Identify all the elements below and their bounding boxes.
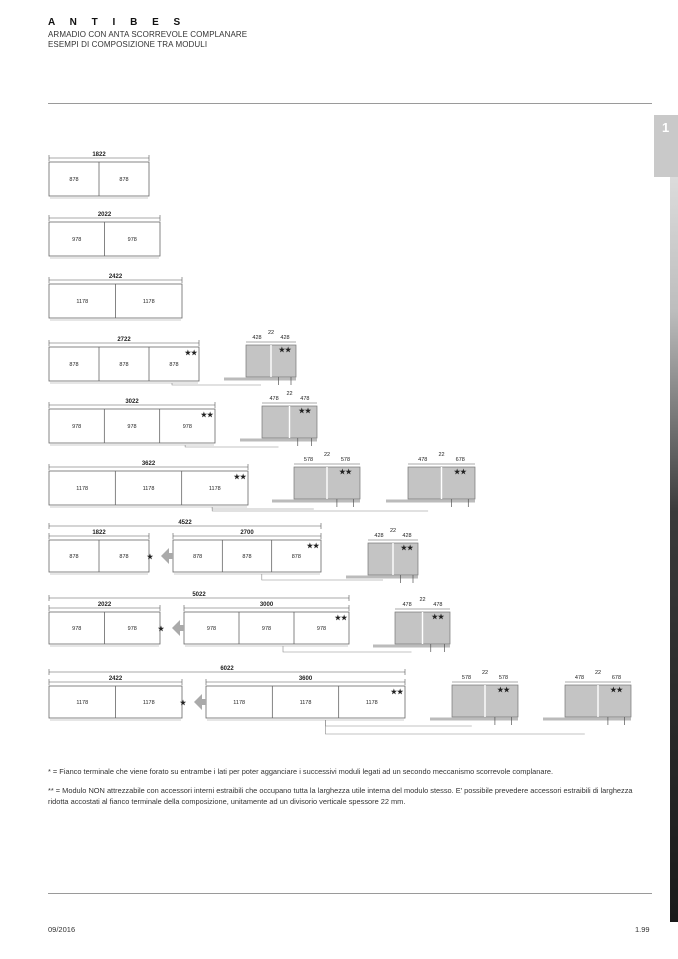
connector-line: [325, 720, 471, 726]
composition-right-3000-module-label: 978: [316, 626, 327, 632]
composition-3022-module-label: 978: [182, 424, 192, 430]
side-module-3622-dim-right: 578: [340, 457, 351, 463]
note-single-star: * = Fianco terminale che viene forato su entrambe i lati per poter agganciare i successivi moduli legati ad un secondo meccanismo scorrevole complanare.: [48, 767, 554, 776]
section-tab-number: 1: [662, 120, 670, 135]
side-module-3022-dim-mid: 22: [286, 391, 293, 397]
composition-left-1822-module-label: 878: [119, 554, 129, 560]
composition-right-3000-module-label: 978: [261, 626, 272, 632]
side-module-6022-dim-mid: 22: [481, 670, 489, 676]
double-star-marker: ★★: [334, 615, 348, 622]
side-module-2722-dim-left: 428: [252, 335, 262, 341]
footer-date: 09/2016: [48, 925, 76, 934]
side-module-6022-dim-left: 578: [461, 675, 472, 681]
side-module-2722-marker: ★★: [278, 347, 292, 354]
side-module-4522-dim-right: 428: [402, 533, 412, 539]
right-dimension-2700-label: 2700: [240, 530, 254, 536]
composition-right-2700-module-label: 878: [242, 554, 252, 560]
left-dimension-2022-label: 2022: [97, 602, 112, 608]
side-module-b-3622-marker: ★★: [453, 469, 467, 476]
note-double-star: ** = Modulo NON attrezzabile con accessori interni estraibili che occupano tutta la larghezza utile interna del modulo stesso. E' possibile prevedere accessori estraibili di larghezza ridotta accostati al fianco terminale della composizione, unitamente ad un divisorio verticale spessore 22 mm.: [48, 786, 633, 806]
composition-3022-module-label: 978: [72, 424, 82, 430]
total-dimension-1822-label: 1822: [92, 152, 106, 158]
composition-2022-module-label: 978: [127, 237, 137, 243]
composition-right-3600-module-label: 1178: [233, 700, 246, 706]
single-star-marker: ★: [179, 700, 187, 707]
composition-right-2700-module-label: 878: [291, 554, 301, 560]
side-module-5022-marker: ★★: [431, 614, 445, 621]
composition-right-2700-module-label: 878: [193, 554, 203, 560]
composition-right-3600-module-label: 1178: [299, 700, 312, 706]
side-module-5022-dim-right: 478: [433, 602, 443, 608]
side-module-6022-marker: ★★: [497, 687, 510, 694]
double-star-marker: ★★: [233, 474, 247, 481]
composition-3622-module-label: 1178: [142, 486, 155, 492]
direction-arrow-icon: [172, 620, 184, 636]
side-module-3022-dim-right: 478: [300, 396, 310, 402]
composition-3622-module-label: 1178: [76, 486, 89, 492]
composition-1822-module-label: 878: [69, 177, 79, 183]
total-dimension-4522-label: 4522: [178, 520, 192, 526]
composition-right-3600-module-label: 1178: [365, 700, 378, 706]
total-dimension-2722-label: 2722: [117, 337, 131, 343]
side-module-b-6022-dim-right: 678: [611, 675, 622, 681]
footer-divider: [48, 893, 652, 894]
composition-3022-module-label: 978: [127, 424, 137, 430]
composition-right-3000-module-label: 978: [206, 626, 217, 632]
total-dimension-3622-label: 3622: [141, 461, 156, 467]
side-module-5022-dim-mid: 22: [419, 597, 426, 603]
composition-2422-module-label: 1178: [76, 299, 89, 305]
composition-2422-module-label: 1178: [142, 299, 155, 305]
composition-2722-module-label: 878: [69, 362, 79, 368]
single-star-marker: ★: [146, 554, 154, 561]
side-module-6022-dim-right: 578: [498, 675, 509, 681]
total-dimension-3022-label: 3022: [125, 399, 139, 405]
side-module-3022-dim-left: 478: [269, 396, 279, 402]
double-star-marker: ★★: [184, 350, 198, 357]
subtitle-line-1: ARMADIO CON ANTA SCORREVOLE COMPLANARE: [48, 30, 248, 39]
double-star-marker: ★★: [306, 543, 320, 550]
composition-2022-module-label: 978: [72, 237, 82, 243]
footer-page-number: 1.99: [635, 925, 650, 934]
side-module-4522-dim-mid: 22: [389, 528, 397, 534]
side-module-4522-marker: ★★: [400, 545, 414, 552]
single-star-marker: ★: [157, 626, 165, 633]
composition-left-2022-module-label: 978: [72, 626, 82, 632]
direction-arrow-icon: [161, 548, 173, 564]
composition-left-1822-module-label: 878: [69, 554, 79, 560]
composition-1822-module-label: 878: [119, 177, 129, 183]
subtitle-line-2: ESEMPI DI COMPOSIZIONE TRA MODULI: [48, 40, 208, 49]
side-module-b-6022-dim-left: 478: [574, 675, 585, 681]
right-dimension-3000-label: 3000: [259, 602, 274, 608]
side-module-3022-marker: ★★: [298, 408, 312, 415]
side-module-2722-dim-mid: 22: [267, 330, 275, 336]
composition-2722-module-label: 878: [169, 362, 179, 368]
side-module-b-6022-marker: ★★: [610, 687, 623, 694]
total-dimension-6022-label: 6022: [220, 666, 234, 672]
direction-arrow-icon: [194, 694, 206, 710]
connector-line: [325, 720, 584, 734]
total-dimension-2022-label: 2022: [97, 212, 112, 218]
side-module-2722-dim-right: 428: [280, 335, 290, 341]
total-dimension-2422-label: 2422: [108, 274, 123, 280]
side-module-b-3622-dim-mid: 22: [438, 452, 445, 458]
side-module-5022-dim-left: 478: [402, 602, 412, 608]
side-module-b-3622-dim-left: 478: [418, 457, 428, 463]
side-module-b-3622-dim-right: 678: [455, 457, 465, 463]
side-module-4522-dim-left: 428: [374, 533, 384, 539]
brand-title: A N T I B E S: [48, 17, 187, 28]
composition-left-2422-module-label: 1178: [142, 700, 155, 706]
left-dimension-2422-label: 2422: [108, 676, 123, 682]
composition-left-2022-module-label: 978: [127, 626, 137, 632]
side-module-3622-marker: ★★: [339, 469, 352, 476]
side-module-3622-dim-left: 578: [303, 457, 314, 463]
right-dimension-3600-label: 3600: [298, 676, 313, 682]
composition-left-2422-module-label: 1178: [76, 700, 89, 706]
double-star-marker: ★★: [390, 689, 404, 696]
left-dimension-1822-label: 1822: [92, 530, 106, 536]
composition-3622-module-label: 1178: [208, 486, 221, 492]
double-star-marker: ★★: [200, 412, 214, 419]
side-module-3622-dim-mid: 22: [323, 452, 331, 458]
side-module-b-6022-dim-mid: 22: [594, 670, 602, 676]
composition-2722-module-label: 878: [119, 362, 129, 368]
total-dimension-5022-label: 5022: [192, 592, 206, 598]
